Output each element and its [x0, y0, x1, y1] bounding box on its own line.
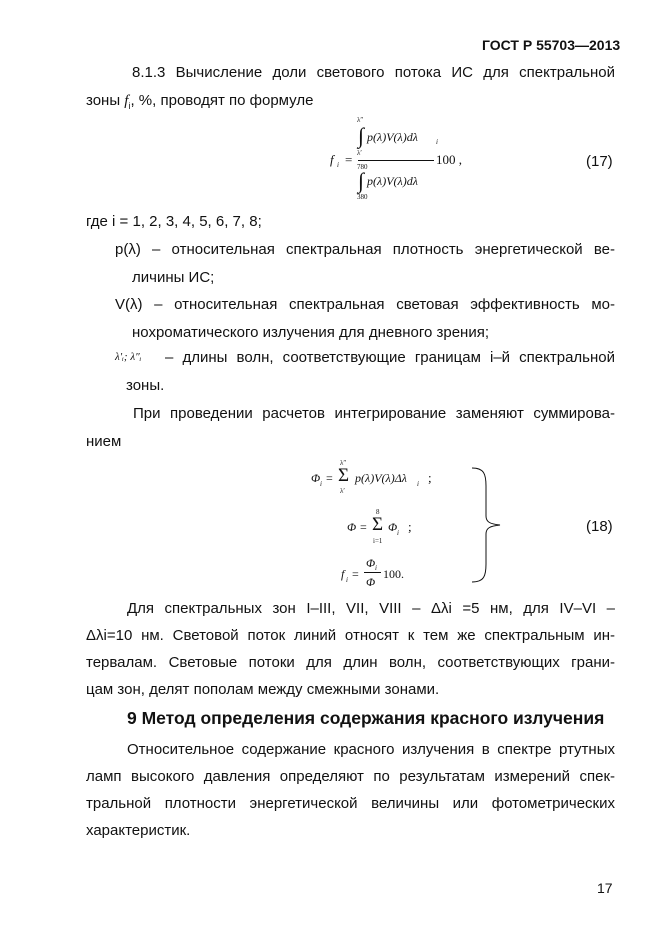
f18-l2-body: Φ [388, 520, 398, 534]
f17-lhs-sub: i [337, 161, 339, 169]
f18-l3-den: Φ [366, 575, 376, 589]
fi-subscript: i [128, 101, 131, 111]
f18-l3-factor: 100. [383, 567, 404, 581]
f18-l2-end: ; [408, 519, 412, 534]
f18-l2-lower: i=1 [373, 537, 383, 545]
document-code: ГОСТ Р 55703—2013 [482, 37, 621, 53]
f17-den-lower: 380 [357, 193, 368, 201]
f17-num-upper: λ″ [357, 116, 364, 124]
f18-l1-lhs: Φ [311, 471, 321, 485]
formula-17-number: (17) [586, 153, 613, 170]
f18-l1-eq: = [326, 471, 333, 485]
where-line: где i = 1, 2, 3, 4, 5, 6, 7, 8; [86, 213, 262, 230]
p-definition-line2: личины ИС; [132, 269, 215, 286]
line2-start: зоны [86, 92, 125, 109]
f17-den-upper: 780 [357, 163, 368, 171]
f17-num-integral: ∫ [358, 123, 365, 148]
f18-brace [470, 466, 504, 584]
spectral-zones-line4: цам зон, делят пополам между смежными зонами. [86, 681, 440, 698]
f18-l3-lhs: f [341, 567, 345, 581]
f17-num-lower: λ′ [357, 149, 362, 157]
f18-l1-body-sub: i [417, 480, 419, 488]
spectral-zones-line1: Для спектральных зон I–III, VII, VIII – Δλi =5 нм, для IV–VI – [127, 600, 615, 617]
f18-l2-sum: Σ [372, 514, 384, 535]
lambda-definition-line2: зоны. [126, 377, 165, 394]
f18-l2-body-sub: i [397, 529, 399, 537]
f17-den-integral: ∫ [358, 168, 365, 193]
f18-l1-sum: Σ [338, 465, 350, 486]
section-9-line3: тральной плотности энергетической величины или фотометрических [86, 795, 615, 812]
f18-l1-upper: λ″ [340, 459, 347, 467]
f18-l3-eq: = [352, 567, 359, 581]
f18-l3-num: Φ [366, 556, 376, 570]
f17-den-integrand: p(λ)V(λ)dλ [367, 174, 418, 188]
f18-l1-body: p(λ)V(λ)Δλ [355, 471, 407, 485]
f18-l2-lhs: Φ [347, 520, 357, 534]
f18-l3-sub: i [346, 576, 348, 584]
f17-num-integrand: p(λ)V(λ)dλ [367, 130, 418, 144]
f17-lhs: f [330, 152, 334, 167]
formula-18-number: (18) [586, 518, 613, 535]
f17-factor: 100 , [436, 152, 462, 167]
lambda-definition: – длины волн, соответствующие границам i–й спектральной [165, 349, 615, 366]
f18-l3-fraction-bar [364, 572, 381, 573]
section-8-1-3-line1: 8.1.3 Вычисление доли светового потока ИС для спектральной [132, 64, 615, 81]
f18-l3-num-sub: i [375, 564, 377, 572]
f18-l1-end: ; [428, 470, 432, 485]
v-definition-line1: V(λ) – относительная спектральная световая эффективность мо- [115, 296, 615, 313]
spectral-zones-line3: тервалам. Световые потоки для длин волн, соответствующих грани- [86, 654, 615, 671]
f17-fraction-bar [358, 160, 434, 161]
f18-l2-upper: 8 [376, 508, 380, 516]
section-9-line1: Относительное содержание красного излучения в спектре ртутных [127, 741, 615, 758]
f17-num-integrand-sub: i [436, 138, 438, 146]
line2-end: , %, проводят по формуле [130, 92, 314, 109]
f17-eq: = [345, 152, 353, 167]
page-number: 17 [597, 880, 613, 896]
lambda-symbols: λ′ᵢ; λ″ᵢ [115, 351, 142, 363]
section-9-heading: 9 Метод определения содержания красного излучения [127, 708, 605, 728]
p-definition-line1: p(λ) – относительная спектральная плотность энергетической ве- [115, 241, 615, 258]
f18-l1-lower: λ′ [340, 487, 345, 495]
v-definition-line2: нохроматического излучения для дневного зрения; [132, 324, 489, 341]
integration-note-line1: При проведении расчетов интегрирование заменяют суммирова- [133, 405, 615, 422]
section-9-line4: характеристик. [86, 822, 191, 839]
section-8-1-3-line2 [86, 92, 313, 111]
fi-symbol: f [124, 93, 129, 109]
f18-l2-eq: = [360, 520, 367, 534]
integration-note-line2: нием [86, 433, 122, 450]
f18-l1-sub: i [320, 480, 322, 488]
spectral-zones-line2: Δλi=10 нм. Световой поток линий относят к тем же спектральным ин- [86, 627, 615, 644]
section-9-line2: ламп высокого давления определяют по результатам измерений спек- [86, 768, 615, 785]
